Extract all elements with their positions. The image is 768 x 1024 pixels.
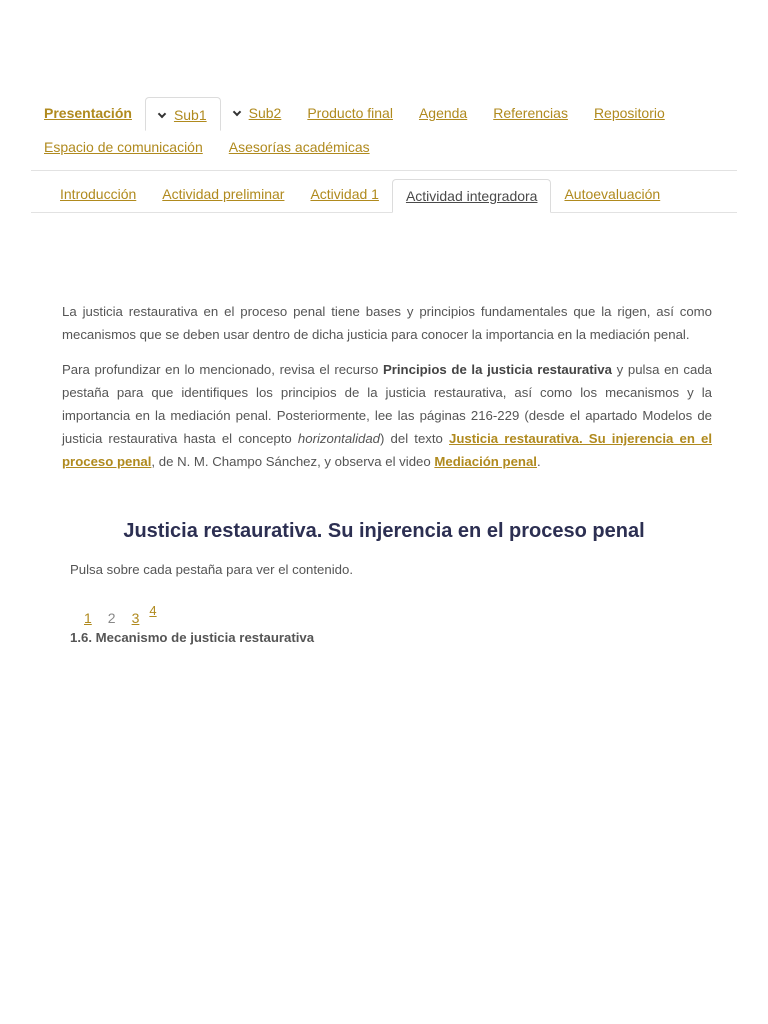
page-tab-4[interactable]: 4 — [149, 603, 157, 618]
nav-item-presentacion[interactable]: Presentación — [44, 105, 132, 121]
chevron-down-icon — [232, 108, 240, 116]
nav-item-sub1[interactable] — [145, 97, 221, 131]
primary-nav — [31, 96, 737, 171]
tab-autoevaluacion[interactable]: Autoevaluación — [564, 186, 661, 202]
primary-nav-row1 — [31, 96, 737, 130]
nav-item-sub2[interactable] — [221, 96, 295, 130]
text-segment: y pulsa en cada pestaña para que identifiques los principios de la justicia restaurativa, así como los mecanismos y la importancia en la mediación penal. Posteriormente, lee las páginas 216-229 (desde el apartado Modelos de justicia restaurativa hasta el concepto — [62, 362, 712, 446]
page-tab-3[interactable]: 3 — [131, 610, 140, 626]
tabs-hint: Pulsa sobre cada pestaña para ver el contenido. — [70, 562, 353, 577]
text-segment: ) del texto — [380, 431, 449, 446]
video-link[interactable]: Mediación penal — [434, 454, 537, 469]
instructions-paragraph — [62, 358, 712, 473]
tab-actividad-preliminar[interactable]: Actividad preliminar — [162, 186, 285, 202]
nav-item-agenda[interactable]: Agenda — [418, 105, 468, 121]
intro-paragraph: La justicia restaurativa en el proceso penal tiene bases y principios fundamentales que la rigen, así como mecanismos que se deben usar dentro de dicha justicia para conocer la importancia en la mediación penal. — [62, 304, 712, 342]
primary-nav-row2 — [31, 130, 737, 164]
text-segment: . — [536, 454, 541, 469]
resource-name: Principios de la justicia restaurativa — [382, 362, 612, 377]
activity-content — [62, 300, 712, 485]
tab-content-heading: 1.6. Mecanismo de justicia restaurativa — [70, 630, 315, 645]
tab-actividad-1[interactable]: Actividad 1 — [310, 186, 379, 202]
page-tab-2[interactable]: 2 — [107, 610, 116, 626]
nav-item-producto-final[interactable]: Producto final — [307, 105, 393, 121]
tab-introduccion[interactable]: Introducción — [60, 186, 137, 202]
nav-item-sub1-label: Sub1 — [173, 106, 207, 123]
content-pager — [76, 596, 165, 626]
text-link[interactable]: Justicia restaurativa. Su injerencia en el proceso penal — [62, 431, 712, 469]
secondary-nav — [31, 178, 737, 213]
page-tab-1[interactable]: 1 — [84, 610, 92, 626]
section-title: Justicia restaurativa. Su injerencia en el proceso penal — [123, 520, 645, 542]
nav-item-espacio-comunicacion[interactable]: Espacio de comunicación — [44, 139, 203, 155]
tab-actividad-integradora[interactable]: Actividad integradora — [392, 179, 552, 213]
text-segment: Para profundizar en lo mencionado, revisa el recurso — [62, 362, 383, 377]
italic-term: horizontalidad — [297, 431, 381, 446]
nav-item-asesorias[interactable]: Asesorías académicas — [228, 139, 370, 155]
nav-item-sub2-label: Sub2 — [248, 105, 282, 121]
chevron-down-icon — [158, 109, 166, 117]
nav-item-repositorio[interactable]: Repositorio — [593, 105, 665, 121]
text-segment: , de N. M. Champo Sánchez, y observa el video — [151, 454, 435, 469]
nav-item-referencias[interactable]: Referencias — [493, 105, 568, 121]
